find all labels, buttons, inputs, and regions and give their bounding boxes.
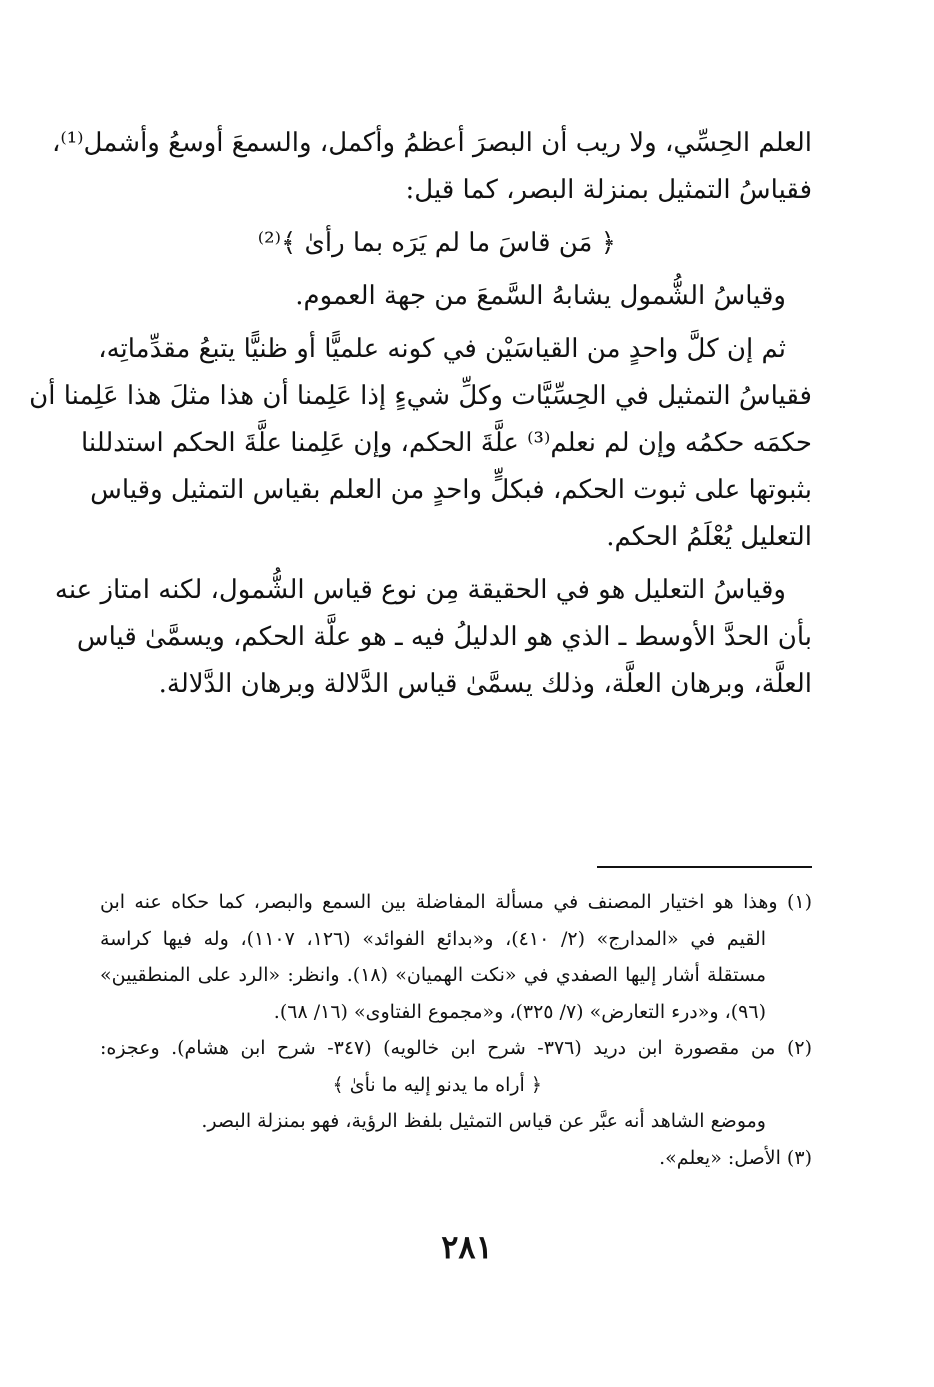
main-text bbox=[29, 120, 812, 708]
footnote-line: (٣) الأصل: «يعلم». bbox=[659, 1146, 812, 1169]
footnote-line: القيم في «المدارج» (٢/ ٤١٠)، و«بدائع الفوائد» (١٢٦، ١١٠٧)، وله فيها كراسة bbox=[100, 927, 766, 950]
page-number: ٢٨١ bbox=[441, 1228, 493, 1266]
footnote-line: وموضع الشاهد أنه عبَّر عن قياس التمثيل بلفظ الرؤية، فهو بمنزلة البصر. bbox=[201, 1110, 766, 1132]
footnote-line: مستقلة أشار إليها الصفدي في «نكت الهميان» (١٨). وانظر: «الرد على المنطقيين» bbox=[100, 964, 766, 986]
footnote-line: (٢) من مقصورة ابن دريد (٣٧٦- شرح ابن خالويه) (٣٤٧- شرح ابن هشام). وعجزه: bbox=[100, 1037, 812, 1059]
text-line: وقياسُ الشُّمول يشابهُ السَّمعَ من جهة العموم. bbox=[295, 281, 786, 311]
text-line: التعليل يُعْلَمُ الحكم. bbox=[606, 522, 812, 552]
text-line: بثبوتها على ثبوت الحكم، فبكلٍّ واحدٍ من العلم بقياس التمثيل وقياس bbox=[90, 475, 812, 505]
footnote-verse: ﴿ أراه ما يدنو إليه ما نأىٰ ﴾ bbox=[332, 1073, 542, 1096]
text-line: فقياسُ التمثيل بمنزلة البصر، كما قيل: bbox=[405, 175, 812, 205]
text-line: العلَّة، وبرهان العلَّة، وذلك يسمَّىٰ قياس الدَّلالة وبرهان الدَّلالة. bbox=[158, 669, 812, 699]
footnote-divider bbox=[597, 866, 812, 868]
footnotes bbox=[100, 884, 812, 1176]
footnote-line: (١) وهذا هو اختيار المصنف في مسألة المفاضلة بين السمع والبصر، كما حكاه عنه ابن bbox=[100, 891, 812, 913]
text-line: بأن الحدَّ الأوسط ـ الذي هو الدليلُ فيه ـ هو علَّة الحكم، ويسمَّىٰ قياس bbox=[76, 622, 812, 652]
text-line: ثم إن كلَّ واحدٍ من القياسَيْن في كونه علميًّا أو ظنيًّا يتبعُ مقدِّماتِه، bbox=[98, 334, 786, 364]
text-line: وقياسُ التعليل هو في الحقيقة مِن نوع قياس الشُّمول، لكنه امتاز عنه bbox=[54, 575, 786, 605]
footnote-line: (٩٦)، و«درء التعارض» (٧/ ٣٢٥)، و«مجموع الفتاوى» (١٦/ ٦٨). bbox=[273, 1000, 766, 1023]
verse-line: ﴿ مَن قاسَ ما لم يَرَه بما رأىٰ ﴾⁽²⁾ bbox=[257, 228, 616, 258]
text-line: حكمَه حكمُه وإن لم نعلم⁽³⁾ علَّةَ الحكم، وإن عَلِمنا علَّةَ الحكم استدللنا bbox=[80, 428, 812, 458]
text-line: العلم الحِسِّي، ولا ريب أن البصرَ أعظمُ وأكمل، والسمعَ أوسعُ وأشمل⁽¹⁾، bbox=[51, 128, 812, 158]
text-line: فقياسُ التمثيل في الحِسِّيَّات وكلِّ شيءٍ إذا عَلِمنا أن هذا مثلَ هذا عَلِمنا أن bbox=[29, 381, 812, 411]
